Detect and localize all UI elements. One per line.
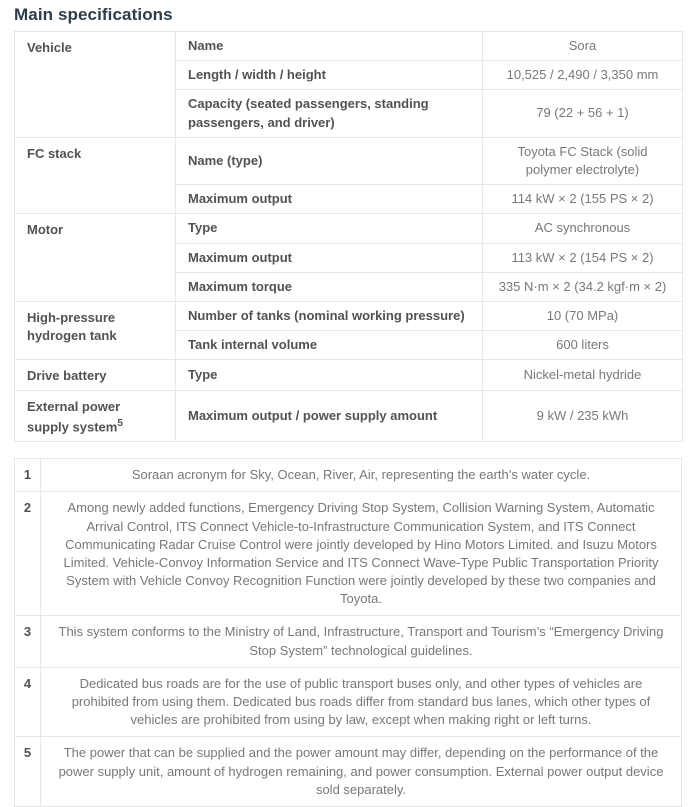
spec-value-cell: Nickel-metal hydride [483,360,683,391]
footnote-number-cell: 1 [15,459,41,492]
footnote-number-cell: 4 [15,667,41,737]
spec-category-cell: High-pressure hydrogen tank [15,301,176,359]
footnote-reference: 5 [117,417,123,429]
spec-value-cell: 600 liters [483,331,683,360]
spec-property-cell: Maximum output [176,185,483,214]
spec-category-cell: Vehicle [15,32,176,138]
footnote-text-cell: Dedicated bus roads are for the use of public transport buses only, and other types of vehicles are prohibited from using them. Dedicated bus roads differ from standard bus lanes, which other types of vehicles are prohibited from using by law, except when making right or left turns. [41,667,682,737]
spec-category-label: External power supply system [27,399,121,434]
footnote-row [15,667,682,737]
table-row [15,360,683,391]
spec-property-cell: Number of tanks (nominal working pressure) [176,301,483,330]
spec-value-cell: 114 kW × 2 (155 PS × 2) [483,185,683,214]
spec-value-cell: 79 (22 + 56 + 1) [483,90,683,137]
spec-value-cell: 9 kW / 235 kWh [483,391,683,442]
footnote-row [15,616,682,667]
table-row [15,391,683,442]
spec-property-cell: Name [176,32,483,61]
spec-value-cell: Sora [483,32,683,61]
footnotes-table [14,458,682,807]
main-specifications-table [14,31,683,442]
spec-category-cell [15,391,176,442]
spec-property-cell: Tank internal volume [176,331,483,360]
table-row [15,301,683,330]
spec-property-cell: Maximum torque [176,272,483,301]
page-title: Main specifications [14,5,173,24]
spec-property-cell: Length / width / height [176,61,483,90]
spec-value-cell: 10,525 / 2,490 / 3,350 mm [483,61,683,90]
table-row [15,137,683,184]
footnote-text-cell: This system conforms to the Ministry of Land, Infrastructure, Transport and Tourism’s “Emergency Driving Stop System” technological guidelines. [41,616,682,667]
footnote-text-cell: Soraan acronym for Sky, Ocean, River, Air, representing the earth’s water cycle. [41,459,682,492]
spec-value-cell: AC synchronous [483,214,683,243]
spec-category-cell: Drive battery [15,360,176,391]
footnote-text-cell: The power that can be supplied and the power amount may differ, depending on the performance of the power supply unit, amount of hydrogen remaining, and power consumption. External power output device sold separately. [41,737,682,807]
footnote-text-cell: Among newly added functions, Emergency Driving Stop System, Collision Warning System, Automatic Arrival Control, ITS Connect Vehicle-to-Infrastructure Communication System, and ITS Connect Communicating Radar Cruise Control were jointly developed by Hino Motors Limited. and Isuzu Motors Limited. Vehicle-Convoy Information Service and ITS Connect Wave-Type Public Transportation Priority System with Vehicle Convoy Recognition Function were jointly developed by these two companies and Toyota. [41,492,682,616]
table-row [15,32,683,61]
footnote-number-cell: 2 [15,492,41,616]
spec-property-cell: Type [176,360,483,391]
footnote-row [15,737,682,807]
footnote-row [15,492,682,616]
spec-category-cell: FC stack [15,137,176,214]
spec-property-cell: Maximum output [176,243,483,272]
spec-category-cell: Motor [15,214,176,302]
spec-property-cell: Type [176,214,483,243]
spec-property-cell: Capacity (seated passengers, standing passengers, and driver) [176,90,483,137]
spec-property-cell: Name (type) [176,137,483,184]
spec-value-cell: Toyota FC Stack (solid polymer electrolyte) [483,137,683,184]
table-row [15,214,683,243]
spec-value-cell: 335 N·m × 2 (34.2 kgf·m × 2) [483,272,683,301]
footnote-number-cell: 5 [15,737,41,807]
spec-value-cell: 10 (70 MPa) [483,301,683,330]
spec-property-cell: Maximum output / power supply amount [176,391,483,442]
footnote-number-cell: 3 [15,616,41,667]
footnote-row [15,459,682,492]
spec-value-cell: 113 kW × 2 (154 PS × 2) [483,243,683,272]
